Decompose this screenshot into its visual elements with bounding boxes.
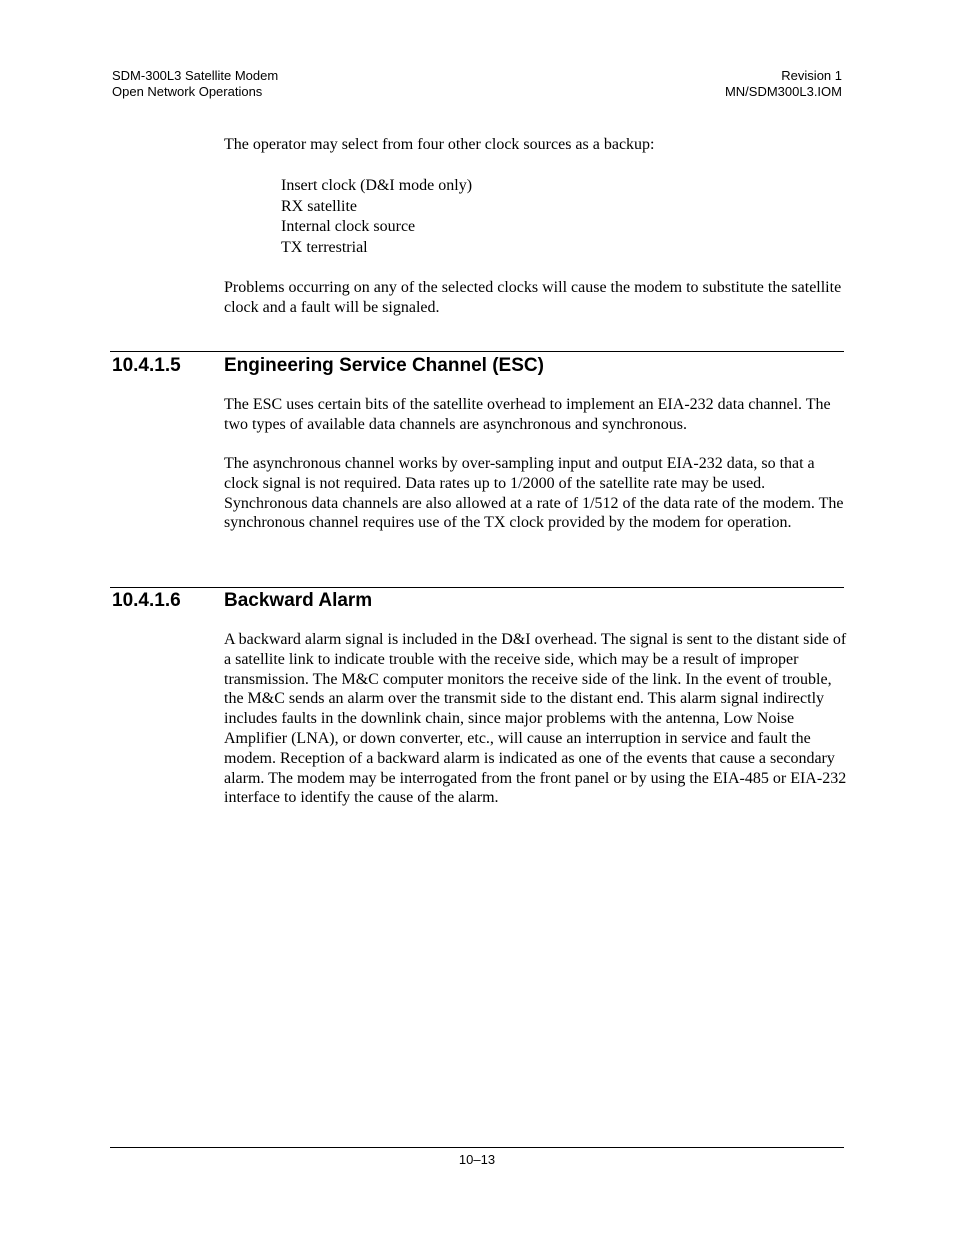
- page-number: 10–13: [458, 1152, 496, 1167]
- section-divider: [110, 587, 844, 588]
- list-item: Internal clock source: [281, 218, 416, 235]
- list-item: TX terrestrial: [281, 238, 368, 256]
- clock-source-list: [281, 176, 472, 258]
- section-divider: [110, 351, 844, 352]
- list-item: Insert clock (D&I mode only): [281, 177, 473, 194]
- alarm-paragraph: A backward alarm signal is included in the D&I overhead. The signal is sent to the distant side of a satellite link to indicate trouble with the receive side, which may be a result of improper transmission. The M&C computer monitors the receive side of the link. In the event of trouble, the M&C sends an alarm over the transmit side to the distant end. This alarm signal indirectly includes faults in the downlink chain, since major problems with the antenna, Low Noise Amplifier (LNA), or down converter, etc., will cause an interruption in service and fault the modem. Reception of a backward alarm is indicated as one of the events that cause a secondary alarm. The modem may be interrogated from the front panel or by using the EIA-485 or EIA-232 interface to identify the cause of the alarm.: [224, 631, 847, 807]
- document-title: SDM-300L3 Satellite Modem: [112, 68, 279, 83]
- page-header-left: [112, 68, 278, 100]
- section-number: 10.4.1.5: [112, 355, 181, 376]
- esc-paragraph-1: The ESC uses certain bits of the satellite overhead to implement an EIA-232 data channel. The two types of available data channels are asynchronous and synchronous.: [224, 396, 831, 433]
- problems-paragraph: Problems occurring on any of the selected clocks will cause the modem to substitute the satellite clock and a fault will be signaled.: [224, 279, 842, 316]
- footer-divider: [110, 1147, 844, 1148]
- section-number: 10.4.1.6: [112, 590, 181, 611]
- section-title: Backward Alarm: [224, 590, 373, 611]
- section-heading-alarm: [112, 590, 372, 612]
- intro-paragraph: The operator may select from four other clock sources as a backup:: [224, 136, 655, 153]
- chapter-title: Open Network Operations: [112, 84, 263, 99]
- document-number: MN/SDM300L3.IOM: [724, 84, 842, 99]
- esc-paragraph-2: The asynchronous channel works by over-sampling input and output EIA-232 data, so that a clock signal is not required. Data rates up to 1/2000 of the satellite rate may be used. Synchronous data channels are also allowed at a rate of 1/512 of the data rate of the modem. The synchronous channel requires use of the TX clock provided by the modem for operation.: [224, 455, 844, 532]
- revision-label: Revision 1: [781, 68, 842, 83]
- page-header-right: [725, 68, 842, 100]
- section-title: Engineering Service Channel (ESC): [224, 355, 544, 376]
- list-item: RX satellite: [281, 197, 357, 215]
- section-heading-esc: [112, 355, 544, 377]
